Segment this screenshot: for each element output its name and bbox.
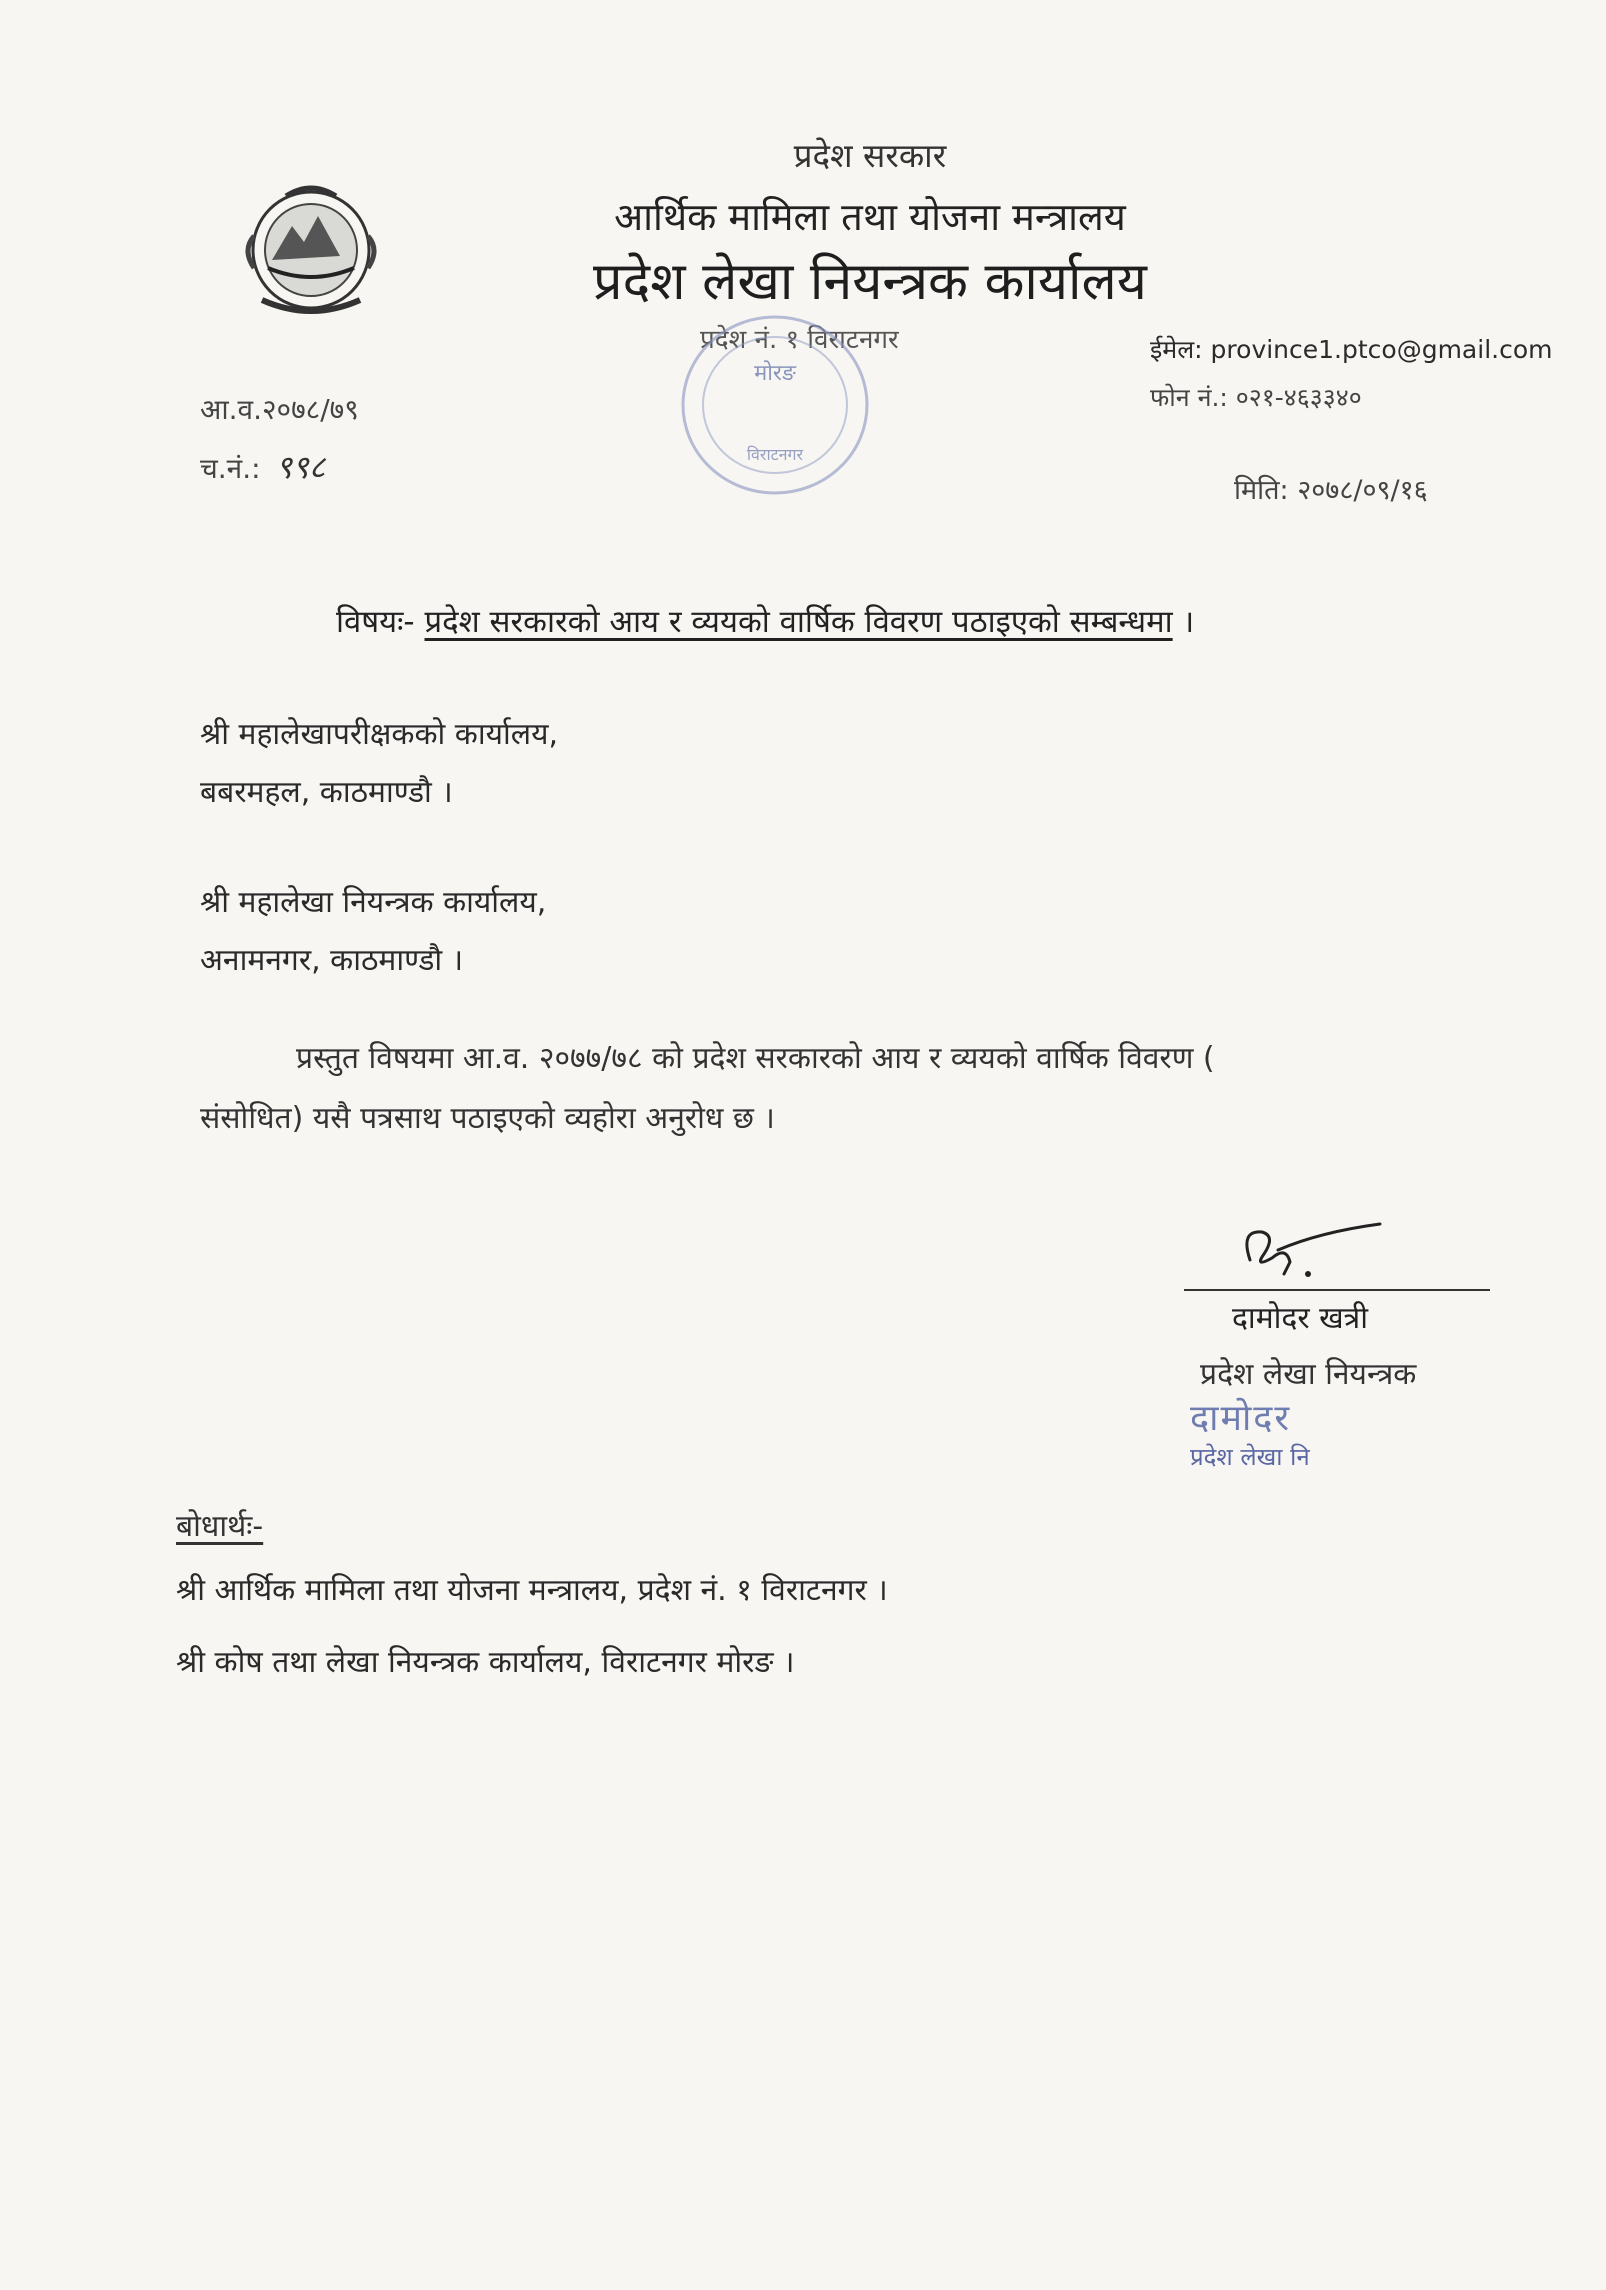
recipient-1-address: बबरमहल, काठमाण्डौ ।	[200, 775, 453, 810]
fiscal-year: आ.व.२०७८/७९	[200, 393, 359, 426]
cc-item-1: श्री आर्थिक मामिला तथा योजना मन्त्रालय, प्रदेश नं. १ विराटनगर ।	[176, 1573, 888, 1608]
recipient-2-name: श्री महालेखा नियन्त्रक कार्यालय,	[200, 885, 547, 920]
subject-text: प्रदेश सरकारको आय र व्ययको वार्षिक विवरण पठाइएको सम्बन्धमा	[424, 604, 1173, 640]
name-stamp: दामोदर	[1190, 1398, 1292, 1439]
subject-end: ।	[1182, 604, 1195, 640]
cc-item-2: श्री कोष तथा लेखा नियन्त्रक कार्यालय, विराटनगर मोरङ ।	[176, 1645, 795, 1680]
signatory-title: प्रदेश लेखा नियन्त्रक	[1200, 1357, 1417, 1392]
body-line-1: प्रस्तुत विषयमा आ.व. २०७७/७८ को प्रदेश सरकारको आय र व्ययको वार्षिक विवरण (	[296, 1041, 1215, 1076]
body-line-2: संसोधित) यसै पत्रसाथ पठाइएको व्यहोरा अनुरोध छ ।	[200, 1101, 775, 1136]
subject-line	[336, 600, 1194, 642]
contact-phone: फोन नं.: ०२१-४६३३४०	[1150, 383, 1362, 412]
title-stamp: प्रदेश लेखा नि	[1190, 1443, 1310, 1471]
seal-text-city: विराटनगर	[746, 445, 804, 464]
dispatch-number-row	[200, 445, 325, 488]
contact-email: ईमेल: province1.ptco@gmail.com	[1150, 335, 1553, 364]
header-ministry: आर्थिक मामिला तथा योजना मन्त्रालय	[614, 195, 1126, 239]
letter-date: मिति: २०७८/०९/१६	[1234, 475, 1428, 506]
signature-line	[1184, 1289, 1490, 1291]
emblem-logo	[232, 176, 390, 326]
handwritten-signature	[1180, 1210, 1420, 1300]
header-office: प्रदेश लेखा नियन्त्रक कार्यालय	[593, 252, 1147, 312]
cc-label: बोधार्थः-	[176, 1509, 264, 1544]
header-address: प्रदेश नं. १ विराटनगर	[700, 325, 899, 355]
recipient-1-name: श्री महालेखापरीक्षकको कार्यालय,	[200, 717, 559, 752]
office-seal-stamp	[650, 300, 900, 510]
header-government: प्रदेश सरकार	[793, 136, 947, 175]
dispatch-number: ९९८	[275, 448, 326, 486]
seal-text-district: मोरङ	[754, 361, 796, 386]
recipient-2-address: अनामनगर, काठमाण्डौ ।	[200, 943, 464, 978]
signatory-name: दामोदर खत्री	[1232, 1301, 1369, 1336]
dispatch-number-label: च.नं.:	[200, 452, 261, 485]
subject-label: विषयः-	[336, 604, 415, 640]
